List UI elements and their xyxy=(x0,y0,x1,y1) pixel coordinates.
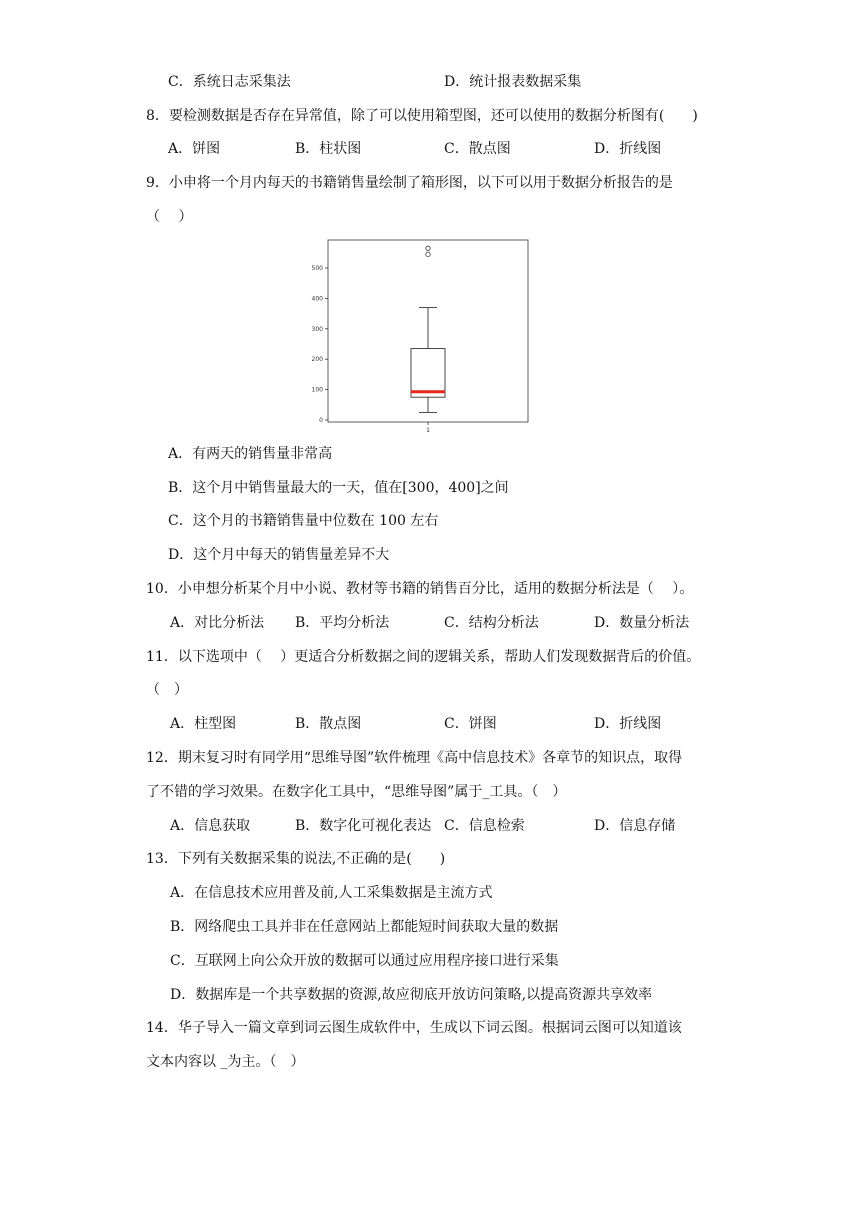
q9-option-a: A．有两天的销售量非常高 xyxy=(168,446,333,462)
q12-option-a: A．信息获取 xyxy=(170,818,251,834)
q14-stem-cont: 文本内容以 _为主。（ ） xyxy=(146,1054,305,1070)
q9-stem-cont: （ ） xyxy=(146,209,193,225)
q8-option-a: A．饼图 xyxy=(168,141,221,157)
q9-option-d: D．这个月中每天的销售量差异不大 xyxy=(168,547,390,563)
q12-option-b: B．数字化可视化表达 xyxy=(295,818,432,834)
q12-stem: 12．期末复习时有同学用“思维导图”软件梳理《高中信息技术》各章节的知识点，取得 xyxy=(146,750,683,766)
q10-option-a: A．对比分析法 xyxy=(170,615,265,631)
y-tick-label: 300 xyxy=(311,325,323,333)
q8-option-c: C．散点图 xyxy=(444,141,511,157)
q11-option-b: B．散点图 xyxy=(295,716,362,732)
q7-option-c: C．系统日志采集法 xyxy=(168,74,291,90)
y-tick-label: 500 xyxy=(311,265,323,272)
q13-option-d: D．数据库是一个共享数据的资源,故应彻底开放访问策略,以提高资源共享效率 xyxy=(170,987,653,1003)
q12-stem-cont: 了不错的学习效果。在数字化工具中，“思维导图”属于_工具。（ ） xyxy=(146,784,567,800)
q8-stem: 8．要检测数据是否存在异常值，除了可以使用箱型图，还可以使用的数据分析图有( ) xyxy=(146,108,698,124)
q12-option-d: D．信息存储 xyxy=(594,818,676,834)
q10-option-b: B．平均分析法 xyxy=(295,615,390,631)
q11-stem: 11．以下选项中（ ）更适合分析数据之间的逻辑关系，帮助人们发现数据背后的价值。 xyxy=(146,649,701,665)
x-tick-label: 1 xyxy=(426,427,430,434)
q11-option-c: C．饼图 xyxy=(444,716,497,732)
q13-option-b: B．网络爬虫工具并非在任意网站上都能短时间获取大量的数据 xyxy=(170,919,559,935)
q12-option-c: C．信息检索 xyxy=(444,818,525,834)
q9-stem: 9．小申将一个月内每天的书籍销售量绘制了箱形图，以下可以用于数据分析报告的是 xyxy=(146,175,673,191)
q8-option-b: B．柱状图 xyxy=(295,141,362,157)
q14-stem: 14．华子导入一篇文章到词云图生成软件中，生成以下词云图。根据词云图可以知道该 xyxy=(146,1020,682,1036)
q7-option-d: D．统计报表数据采集 xyxy=(444,74,582,90)
q11-stem-cont: （ ） xyxy=(146,682,188,698)
q10-stem: 10．小申想分析某个月中小说、教材等书籍的销售百分比，适用的数据分析法是（ ）。 xyxy=(146,581,694,597)
q9-option-c: C．这个月的书籍销售量中位数在 100 左右 xyxy=(168,513,439,529)
y-tick-label: 100 xyxy=(311,386,323,394)
q13-option-a: A．在信息技术应用普及前,人工采集数据是主流方式 xyxy=(170,885,493,901)
q13-option-c: C．互联网上向公众开放的数据可以通过应用程序接口进行采集 xyxy=(170,953,559,969)
sales-boxplot xyxy=(304,236,530,436)
q13-stem: 13．下列有关数据采集的说法,不正确的是( ) xyxy=(146,851,446,867)
q11-option-a: A．柱型图 xyxy=(170,716,237,732)
q10-option-d: D．数量分析法 xyxy=(594,615,690,631)
y-tick-label: 400 xyxy=(311,295,323,303)
y-tick-label: 0 xyxy=(319,417,323,424)
q9-option-b: B．这个月中销售量最大的一天，值在[300，400]之间 xyxy=(168,480,509,496)
q11-option-d: D．折线图 xyxy=(594,716,662,732)
iqr-box xyxy=(411,349,445,398)
q8-option-d: D．折线图 xyxy=(594,141,662,157)
q10-option-c: C．结构分析法 xyxy=(444,615,539,631)
y-tick-label: 200 xyxy=(311,356,323,364)
